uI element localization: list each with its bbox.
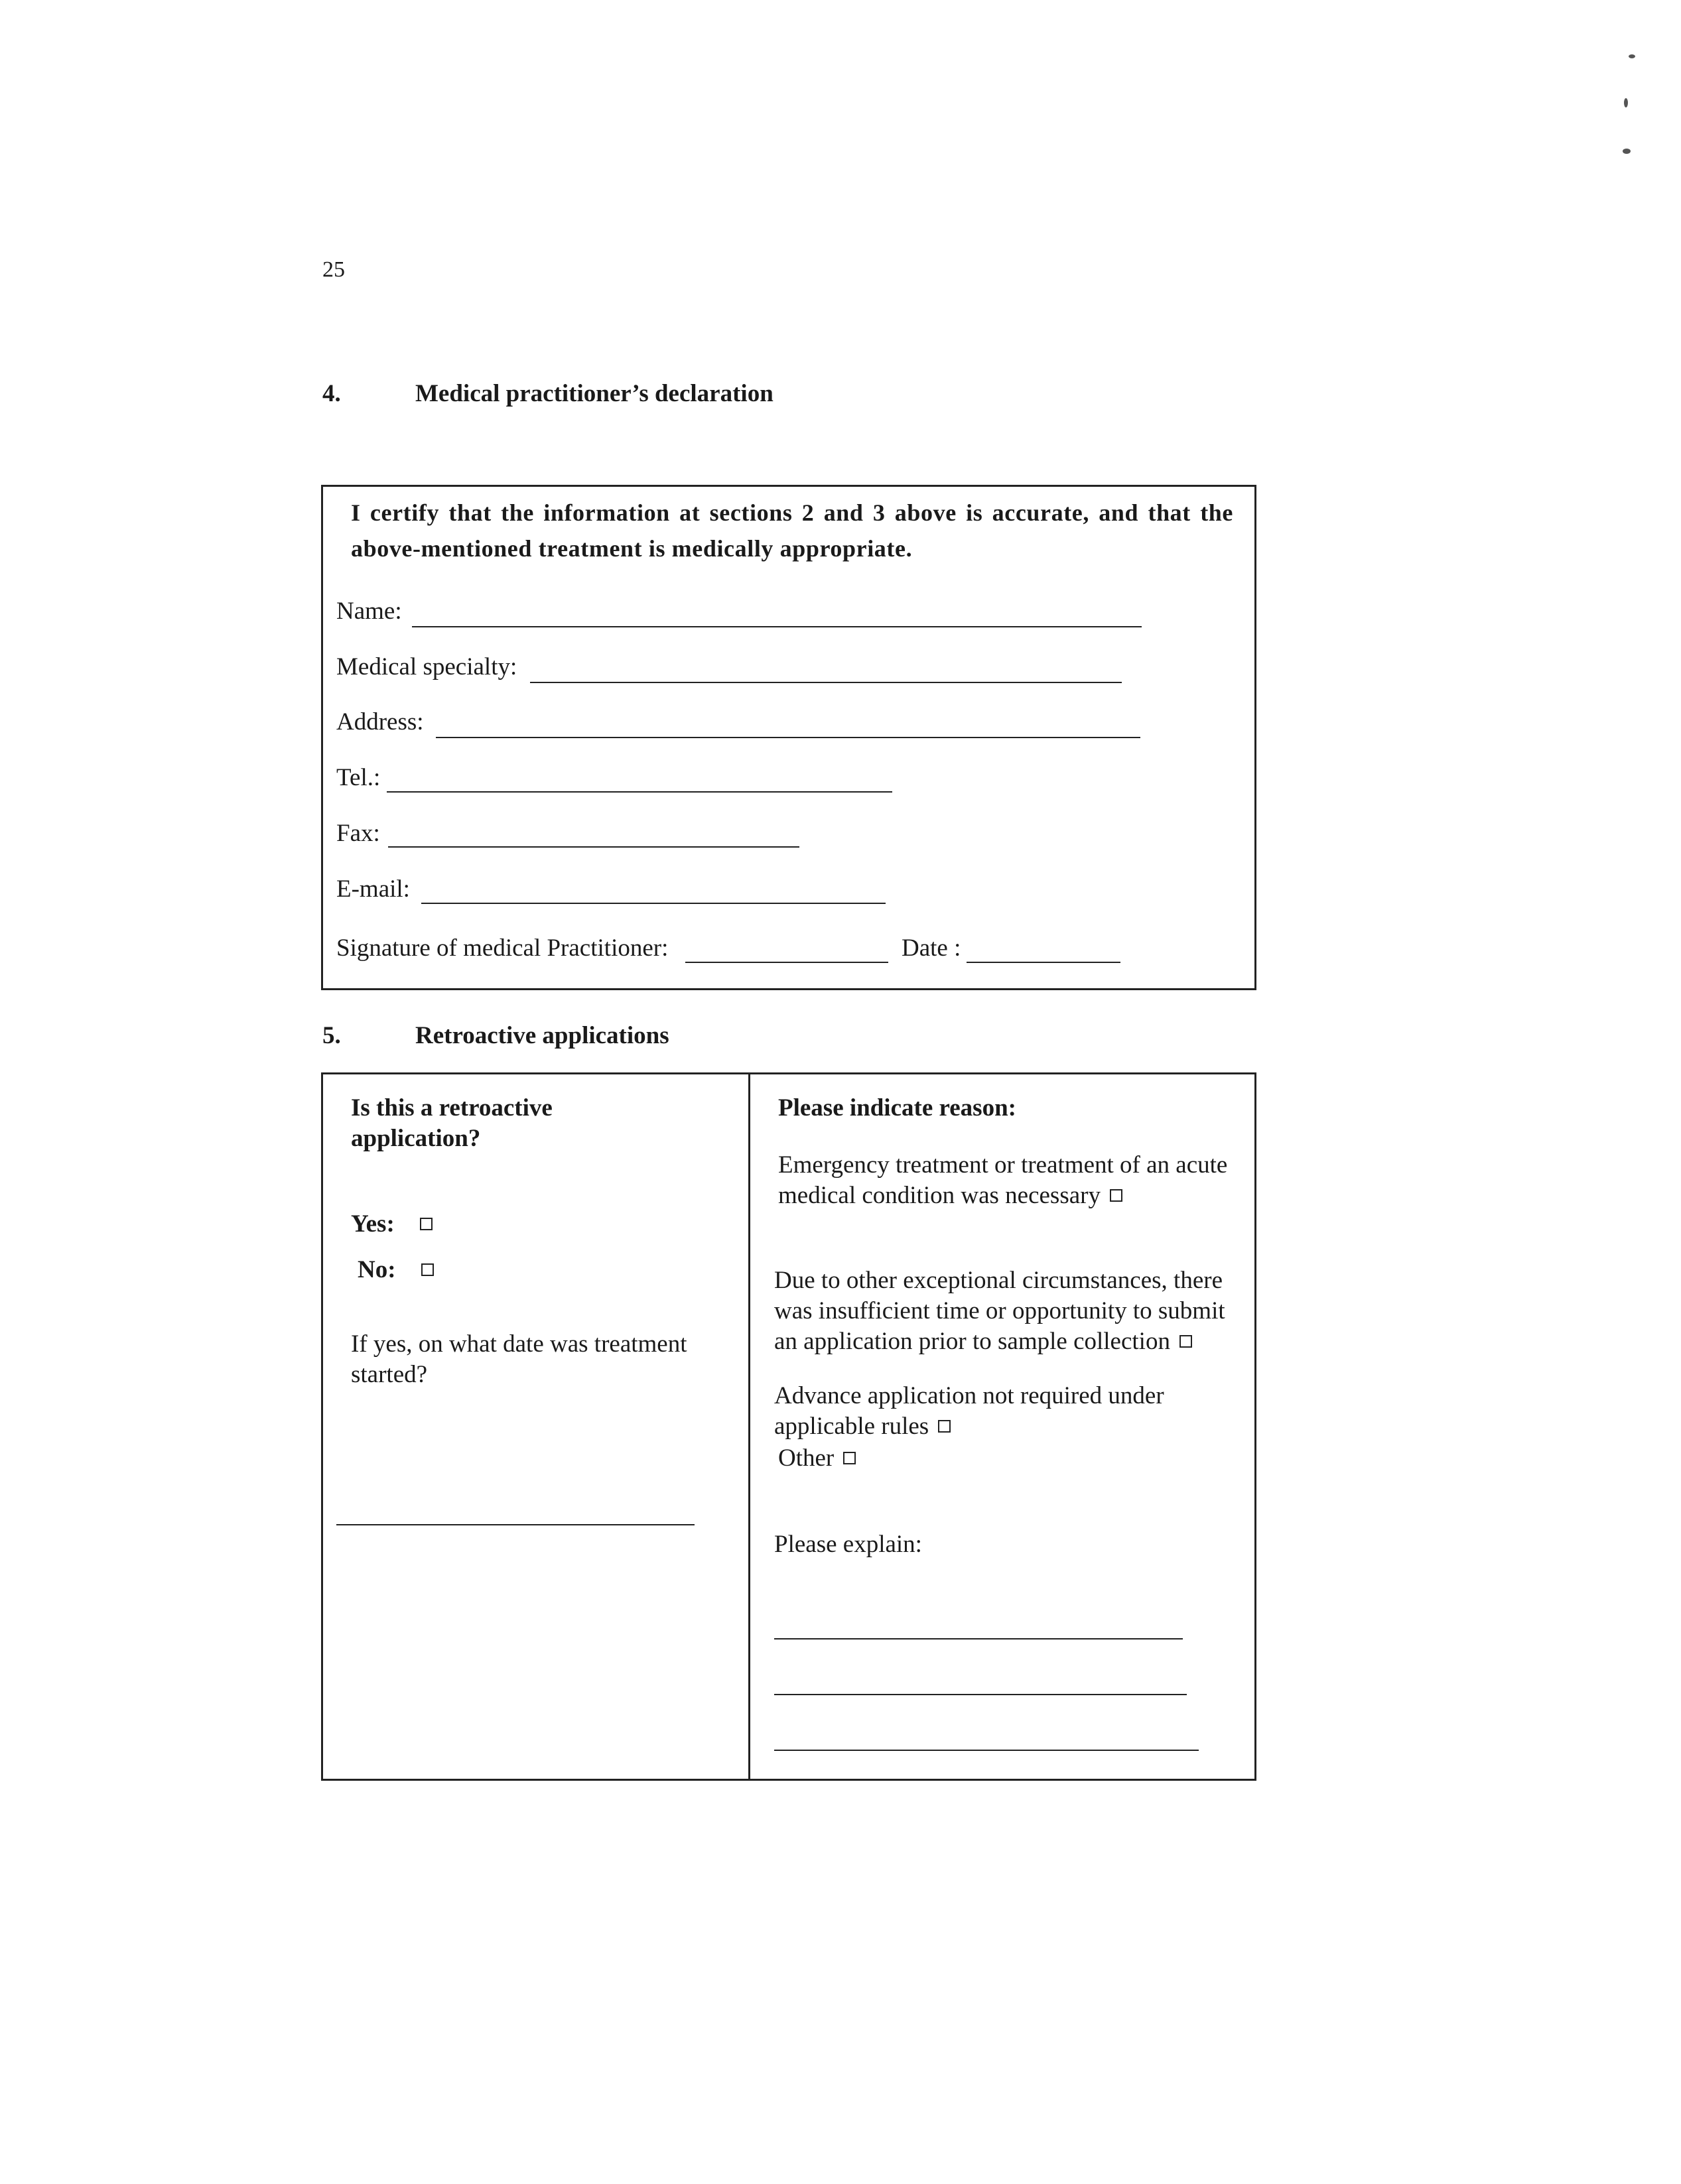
name-field[interactable] — [412, 626, 1142, 627]
section-4-heading — [322, 379, 1251, 411]
tel-field[interactable] — [387, 791, 892, 793]
yes-checkbox[interactable] — [420, 1218, 433, 1230]
email-field[interactable] — [421, 903, 886, 904]
scan-speck — [1623, 149, 1631, 154]
section-5-heading — [322, 1021, 1251, 1053]
no-label: No: — [358, 1256, 396, 1283]
medical-specialty-field[interactable] — [530, 682, 1122, 683]
reason-other-text: Other — [778, 1445, 835, 1472]
retroactive-table — [321, 1072, 1256, 1781]
yes-label: Yes: — [351, 1210, 395, 1238]
explain-label: Please explain: — [774, 1531, 922, 1558]
no-option — [358, 1255, 434, 1285]
no-checkbox[interactable] — [421, 1263, 434, 1276]
column-divider — [748, 1074, 750, 1779]
section-5-number: 5. — [322, 1022, 341, 1049]
fax-field[interactable] — [388, 846, 799, 848]
explain-line-2[interactable] — [774, 1694, 1187, 1695]
date-label: Date : — [902, 934, 961, 962]
address-field[interactable] — [436, 737, 1140, 738]
email-label: E-mail: — [336, 875, 410, 903]
reason-heading: Please indicate reason: — [778, 1094, 1016, 1122]
reason-emergency — [778, 1150, 1243, 1211]
explain-line-1[interactable] — [774, 1638, 1183, 1639]
reason-exceptional-checkbox[interactable] — [1179, 1335, 1192, 1348]
address-label: Address: — [336, 708, 424, 736]
reason-other-checkbox[interactable] — [843, 1452, 856, 1464]
signature-label: Signature of medical Practitioner: — [336, 934, 669, 962]
section-4-title: Medical practitioner’s declaration — [415, 380, 773, 407]
tel-label: Tel.: — [336, 764, 381, 791]
reason-other — [778, 1443, 856, 1474]
signature-field[interactable] — [685, 962, 888, 963]
reason-emergency-checkbox[interactable] — [1110, 1189, 1122, 1202]
scan-speck — [1629, 54, 1635, 58]
reason-emergency-text: Emergency treatment or treatment of an acute medical condition was necessary — [778, 1151, 1228, 1209]
explain-line-3[interactable] — [774, 1750, 1199, 1751]
treatment-date-question: If yes, on what date was treatment started? — [351, 1330, 687, 1388]
name-label: Name: — [336, 598, 402, 625]
section-5-title: Retroactive applications — [415, 1022, 669, 1049]
reason-exceptional-text: Due to other exceptional circumstances, there was insufficient time or opportunity to submit an application prior to sample collection — [774, 1267, 1225, 1355]
reason-not-required-text: Advance application not required under applicable rules — [774, 1382, 1164, 1440]
treatment-date-field[interactable] — [336, 1524, 695, 1525]
retroactive-question: Is this a retroactive application? — [351, 1094, 553, 1152]
section-4-number: 4. — [322, 380, 341, 407]
reason-exceptional — [774, 1265, 1243, 1357]
scan-speck — [1624, 98, 1628, 107]
yes-option — [351, 1209, 433, 1240]
page-number: 25 — [322, 257, 345, 282]
date-field[interactable] — [967, 962, 1120, 963]
certification-statement: I certify that the information at sections 2 and 3 above is accurate, and that the above-mentioned treatment is medically appropriate. — [351, 499, 1233, 562]
reason-not-required-checkbox[interactable] — [938, 1420, 951, 1433]
fax-label: Fax: — [336, 820, 380, 847]
medical-specialty-label: Medical specialty: — [336, 653, 517, 680]
reason-not-required — [774, 1381, 1199, 1442]
declaration-box — [321, 485, 1256, 990]
